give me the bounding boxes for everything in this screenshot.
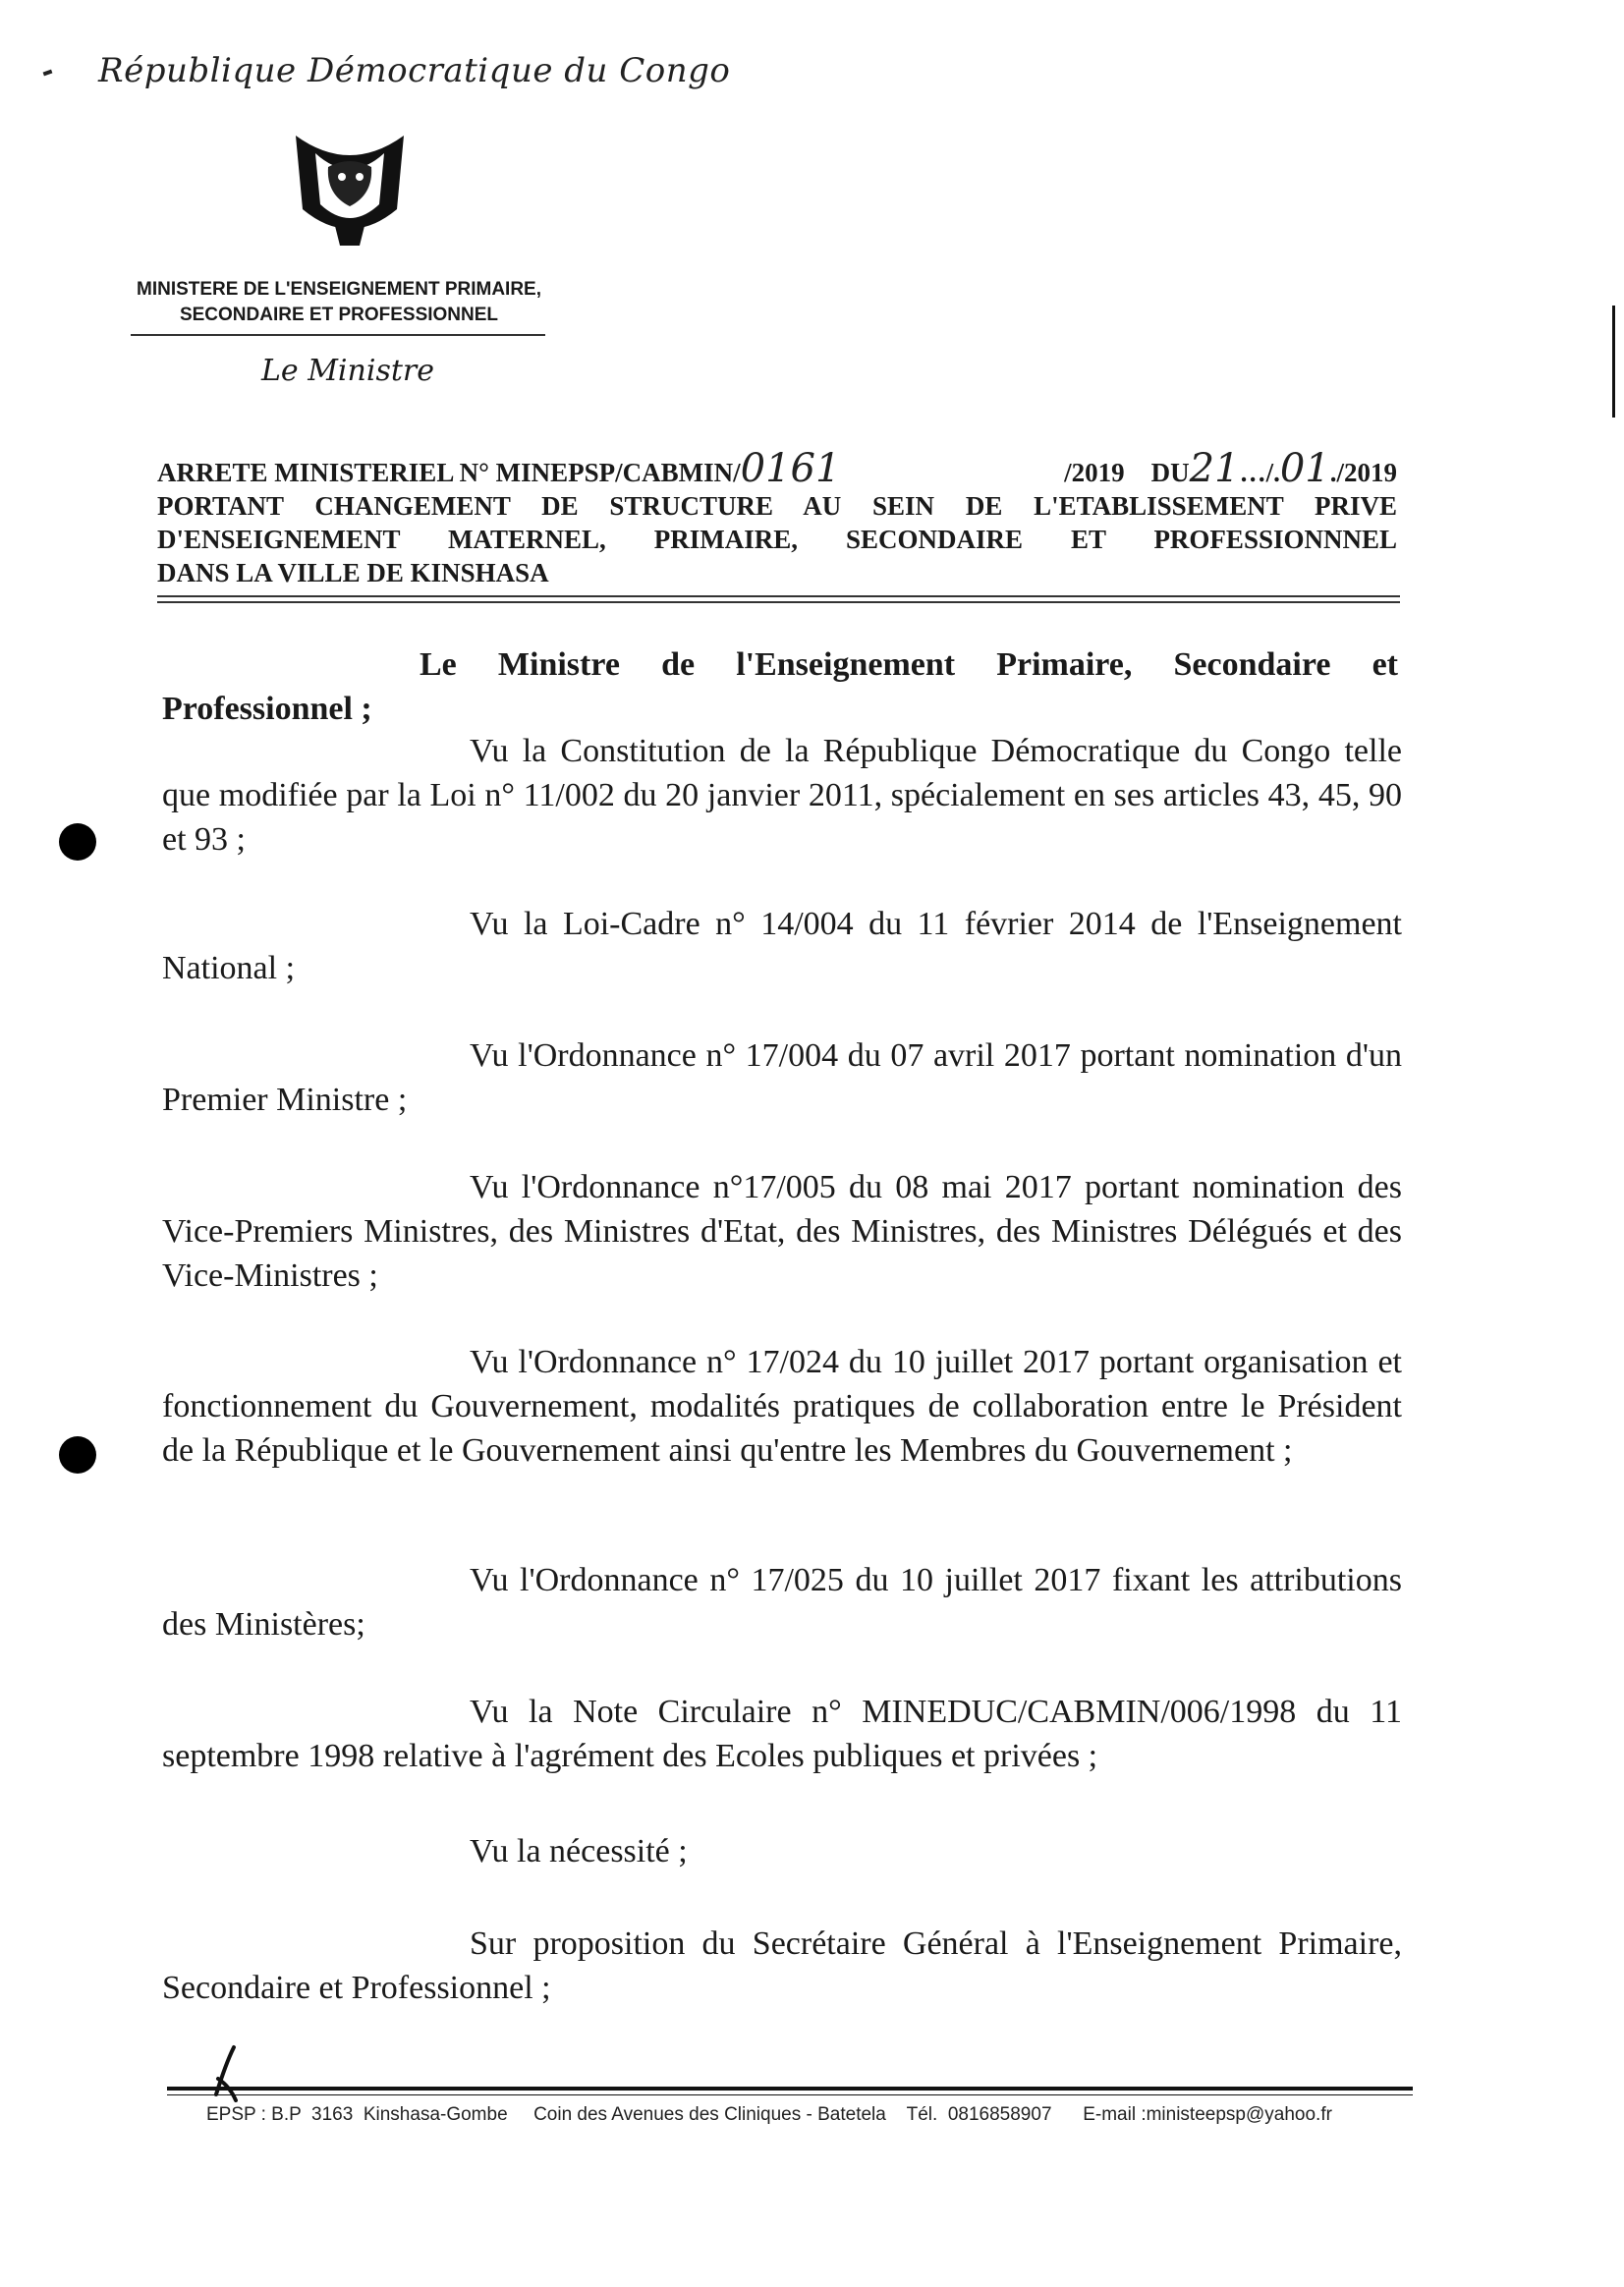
preamble-text: Le Ministre de l'Enseignement Primaire, Secondaire et Professionnel ; (162, 646, 1398, 727)
footer-rule-thin (167, 2094, 1413, 2095)
stray-mark (43, 70, 53, 77)
consideration-text: Sur proposition du Secrétaire Général à l'Enseignement Primaire, Secondaire et Professionnel ; (162, 1925, 1402, 2006)
ministry-line-1: MINISTERE DE L'ENSEIGNEMENT PRIMAIRE, (137, 279, 541, 300)
footer-phone: Tél. 0816858907 (906, 2104, 1052, 2125)
title-underline-1 (157, 595, 1400, 597)
consideration-7 (162, 1690, 1402, 1778)
consideration-text: Vu la Loi-Cadre n° 14/004 du 11 février 2014 de l'Enseignement National ; (162, 906, 1402, 986)
decree-year: /2019 (1064, 458, 1125, 487)
consideration-text: Vu l'Ordonnance n° 17/004 du 07 avril 2017 portant nomination d'un Premier Ministre ; (162, 1037, 1402, 1118)
decree-prefix: ARRETE MINISTERIEL N° MINEPSP/CABMIN/ (157, 458, 741, 487)
consideration-1 (162, 729, 1402, 862)
footer-location: Coin des Avenues des Cliniques - Batetela (533, 2104, 886, 2125)
consideration-4 (162, 1165, 1402, 1298)
header-divider (131, 334, 545, 336)
consideration-5 (162, 1340, 1402, 1473)
consideration-text: Vu la Constitution de la République Démocratique du Congo telle que modifiée par la Loi n° 11/002 du 20 janvier 2011, spécialement en ses articles 43, 45, 90 et 93 ; (162, 733, 1402, 858)
consideration-8 (162, 1829, 1402, 1873)
month-handwritten: 01 (1279, 446, 1330, 491)
footer-email: E-mail :ministeepsp@yahoo.fr (1083, 2104, 1332, 2125)
punch-hole (59, 823, 96, 861)
day-handwritten: 21 (1189, 446, 1240, 491)
date-year: ./2019 (1329, 458, 1397, 487)
initials-paraph (196, 2043, 255, 2102)
date-separator: …/. (1239, 458, 1280, 487)
footer-rule-thick (167, 2087, 1413, 2091)
republic-heading: République Démocratique du Congo (98, 51, 731, 90)
ministry-name (118, 277, 560, 328)
coat-of-arms-emblem (281, 116, 419, 253)
consideration-text: Vu l'Ordonnance n° 17/025 du 10 juillet 2017 fixant les attributions des Ministères; (162, 1562, 1402, 1643)
consideration-6 (162, 1558, 1402, 1646)
consideration-2 (162, 902, 1402, 990)
title-underline-2 (157, 601, 1400, 603)
consideration-text: Vu l'Ordonnance n°17/005 du 08 mai 2017 portant nomination des Vice-Premiers Ministres, des Ministres d'Etat, des Ministres, des Ministres Délégués et des Vice-Ministres ; (162, 1169, 1402, 1294)
title-line-4: DANS LA VILLE DE KINSHASA (157, 558, 549, 587)
du-label: DU (1150, 458, 1190, 487)
footer-contact (206, 2104, 1332, 2126)
footer-address: EPSP : B.P 3163 Kinshasa-Gombe (206, 2104, 508, 2125)
decree-date (1064, 446, 1397, 491)
decree-number-handwritten: 0161 (740, 446, 841, 491)
decree-title (157, 446, 1397, 589)
margin-bar (1612, 306, 1615, 418)
consideration-text: Vu l'Ordonnance n° 17/024 du 10 juillet 2017 portant organisation et fonctionnement du Gouvernement, modalités pratiques de collaboration entre le Président de la République et le Gouvernement ainsi qu'entre les Membres du Gouvernement ; (162, 1344, 1402, 1469)
consideration-text: Vu la nécessité ; (470, 1833, 688, 1869)
title-line-2: PORTANT CHANGEMENT DE STRUCTURE AU SEIN DE L'ETABLISSEMENT PRIVE (157, 491, 1397, 521)
preamble (162, 642, 1398, 731)
consideration-3 (162, 1033, 1402, 1122)
title-line-3: D'ENSEIGNEMENT MATERNEL, PRIMAIRE, SECONDAIRE ET PROFESSIONNNEL (157, 525, 1397, 554)
consideration-text: Vu la Note Circulaire n° MINEDUC/CABMIN/006/1998 du 11 septembre 1998 relative à l'agrément des Ecoles publiques et privées ; (162, 1694, 1402, 1774)
title-underline (157, 595, 1400, 607)
consideration-9 (162, 1922, 1402, 2010)
ministry-line-2: SECONDAIRE ET PROFESSIONNEL (179, 305, 499, 325)
title-line1-content (157, 446, 841, 491)
title-line-1 (157, 446, 1397, 491)
le-ministre-label: Le Ministre (261, 354, 434, 388)
punch-hole (59, 1436, 96, 1474)
